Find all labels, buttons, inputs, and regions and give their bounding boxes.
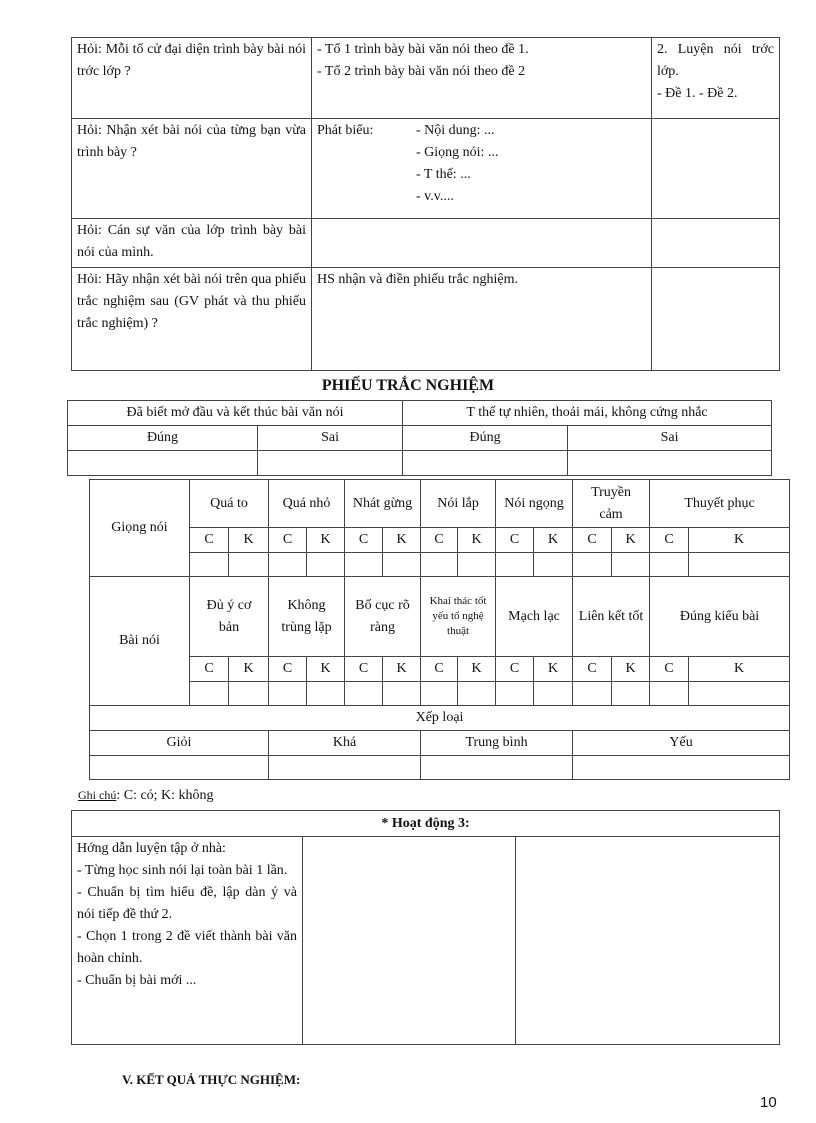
activity-line: Hớng dẫn luyện tập ở nhà: xyxy=(77,841,226,856)
check-blank[interactable] xyxy=(496,682,534,706)
check-blank[interactable] xyxy=(573,682,612,706)
k-header: K xyxy=(534,528,573,553)
speech-label: Bài nói xyxy=(90,577,190,706)
check-blank[interactable] xyxy=(534,682,573,706)
section-heading: V. KẾT QUẢ THỰC NGHIỆM: xyxy=(122,1072,301,1087)
criterion: Mạch lạc xyxy=(496,577,573,657)
check-blank[interactable] xyxy=(269,553,307,577)
note-line: - Đề 1. - Đề 2. xyxy=(657,86,738,101)
answer-header: Sai xyxy=(258,426,403,451)
answer-cell xyxy=(312,119,652,219)
answer-blank[interactable] xyxy=(403,451,568,476)
k-header: K xyxy=(458,657,496,682)
check-blank[interactable] xyxy=(383,553,421,577)
activity-cell xyxy=(303,837,516,1045)
k-header: K xyxy=(689,657,790,682)
activity-table xyxy=(71,810,780,1045)
criterion: Quá nhỏ xyxy=(269,480,345,528)
check-blank[interactable] xyxy=(229,553,269,577)
activity-line: - Chọn 1 trong 2 đề viết thành bài văn hoàn chỉnh. xyxy=(77,929,297,966)
c-header: C xyxy=(269,528,307,553)
k-header: K xyxy=(307,657,345,682)
check-blank[interactable] xyxy=(689,682,790,706)
criterion: Không trùng lặp xyxy=(269,577,345,657)
rank-header: Trung bình xyxy=(421,731,573,756)
check-blank[interactable] xyxy=(190,553,229,577)
check-blank[interactable] xyxy=(307,682,345,706)
question-cell: Hỏi: Nhận xét bài nói của từng bạn vừa trình bày ? xyxy=(72,119,312,219)
c-header: C xyxy=(421,528,458,553)
answer-blank[interactable] xyxy=(68,451,258,476)
answer-blank[interactable] xyxy=(258,451,403,476)
criterion: Bố cục rõ ràng xyxy=(345,577,421,657)
criterion: Nhát gừng xyxy=(345,480,421,528)
check-blank[interactable] xyxy=(345,682,383,706)
quiz-title: PHIẾU TRẮC NGHIỆM xyxy=(321,377,495,394)
answer-cell: HS nhận và điền phiếu trắc nghiệm. xyxy=(312,268,652,371)
criterion: Đúng kiểu bài xyxy=(650,577,790,657)
k-header: K xyxy=(458,528,496,553)
rank-blank[interactable] xyxy=(90,756,269,780)
activity-line: - Từng học sinh nói lại toàn bài 1 lần. xyxy=(77,863,288,878)
note-text: : C: có; K: không xyxy=(116,788,214,803)
answer-cell xyxy=(312,219,652,268)
check-blank[interactable] xyxy=(421,682,458,706)
answer-header: Sai xyxy=(568,426,772,451)
k-header: K xyxy=(383,657,421,682)
rank-blank[interactable] xyxy=(421,756,573,780)
activity-cell xyxy=(516,837,780,1045)
check-blank[interactable] xyxy=(534,553,573,577)
answer-blank[interactable] xyxy=(568,451,772,476)
k-header: K xyxy=(689,528,790,553)
check-blank[interactable] xyxy=(269,682,307,706)
answer-item: - Giọng nói: ... xyxy=(416,145,499,160)
k-header: K xyxy=(307,528,345,553)
rank-label: Xếp loại xyxy=(90,706,790,731)
c-header: C xyxy=(269,657,307,682)
answer-header: Đúng xyxy=(68,426,258,451)
question-cell: Hỏi: Hãy nhận xét bài nói trên qua phiếu trắc nghiệm sau (GV phát và thu phiếu trắc nghiệm) ? xyxy=(72,268,312,371)
rank-blank[interactable] xyxy=(573,756,790,780)
c-header: C xyxy=(573,657,612,682)
c-header: C xyxy=(573,528,612,553)
criterion: Truyền cảm xyxy=(573,480,650,528)
note-cell xyxy=(652,38,780,119)
question-cell: Hỏi: Mỗi tổ cử đại diện trình bày bài nói trớc lớp ? xyxy=(72,38,312,119)
check-blank[interactable] xyxy=(307,553,345,577)
check-blank[interactable] xyxy=(229,682,269,706)
check-blank[interactable] xyxy=(458,682,496,706)
note-cell xyxy=(652,268,780,371)
rank-header: Khá xyxy=(269,731,421,756)
rank-header: Yếu xyxy=(573,731,790,756)
question-cell: Hỏi: Cán sự văn của lớp trình bày bài nói của mình. xyxy=(72,219,312,268)
criterion: Khai thác tốt yếu tố nghệ thuật xyxy=(421,577,496,657)
note xyxy=(78,788,214,804)
check-blank[interactable] xyxy=(612,682,650,706)
rank-header: Giỏi xyxy=(90,731,269,756)
c-header: C xyxy=(496,657,534,682)
note-label: Ghi chú xyxy=(78,788,117,802)
answer-line: - Tổ 2 trình bày bài văn nói theo đề 2 xyxy=(317,64,526,79)
check-blank[interactable] xyxy=(496,553,534,577)
check-blank[interactable] xyxy=(689,553,790,577)
check-blank[interactable] xyxy=(383,682,421,706)
quiz-table-2 xyxy=(89,479,790,780)
activity-content xyxy=(72,837,303,1045)
rank-blank[interactable] xyxy=(269,756,421,780)
answer-cell xyxy=(312,38,652,119)
note-cell xyxy=(652,119,780,219)
check-blank[interactable] xyxy=(573,553,612,577)
c-header: C xyxy=(650,657,689,682)
check-blank[interactable] xyxy=(650,682,689,706)
answer-line: - Tổ 1 trình bày bài văn nói theo đề 1. xyxy=(317,42,529,57)
criterion: Liên kết tốt xyxy=(573,577,650,657)
note-cell xyxy=(652,219,780,268)
answer-item: - v.v.... xyxy=(416,189,454,204)
k-header: K xyxy=(229,657,269,682)
check-blank[interactable] xyxy=(458,553,496,577)
answer-header: Đúng xyxy=(403,426,568,451)
answer-item: - T thế: ... xyxy=(416,167,471,182)
criterion: Nói lắp xyxy=(421,480,496,528)
quiz-header: T thế tự nhiên, thoải mái, không cứng nhắc xyxy=(403,401,772,426)
lesson-table xyxy=(71,37,780,371)
criterion: Thuyết phục xyxy=(650,480,790,528)
activity-line: - Chuẩn bị tìm hiểu đề, lập dàn ý và nói tiếp đề thứ 2. xyxy=(77,885,297,922)
c-header: C xyxy=(496,528,534,553)
c-header: C xyxy=(345,528,383,553)
quiz-table-1 xyxy=(67,400,772,476)
note-line: 2. Luyện nói trớc lớp. xyxy=(657,42,774,79)
check-blank[interactable] xyxy=(190,682,229,706)
answer-label: Phát biểu: xyxy=(317,123,374,138)
criterion: Đủ ý cơ bản xyxy=(190,577,269,657)
check-blank[interactable] xyxy=(650,553,689,577)
activity-line: - Chuẩn bị bài mới ... xyxy=(77,973,197,988)
k-header: K xyxy=(612,528,650,553)
check-blank[interactable] xyxy=(421,553,458,577)
c-header: C xyxy=(345,657,383,682)
answer-item: - Nội dung: ... xyxy=(416,123,495,138)
k-header: K xyxy=(229,528,269,553)
k-header: K xyxy=(612,657,650,682)
c-header: C xyxy=(190,528,229,553)
criterion: Nói ngọng xyxy=(496,480,573,528)
check-blank[interactable] xyxy=(612,553,650,577)
k-header: K xyxy=(534,657,573,682)
quiz-header: Đã biết mở đầu và kết thúc bài văn nói xyxy=(68,401,403,426)
k-header: K xyxy=(383,528,421,553)
c-header: C xyxy=(650,528,689,553)
criterion: Quá to xyxy=(190,480,269,528)
voice-label: Giọng nói xyxy=(90,480,190,577)
c-header: C xyxy=(421,657,458,682)
check-blank[interactable] xyxy=(345,553,383,577)
c-header: C xyxy=(190,657,229,682)
activity-title: * Hoạt động 3: xyxy=(72,811,780,837)
page-number: 10 xyxy=(760,1094,777,1111)
